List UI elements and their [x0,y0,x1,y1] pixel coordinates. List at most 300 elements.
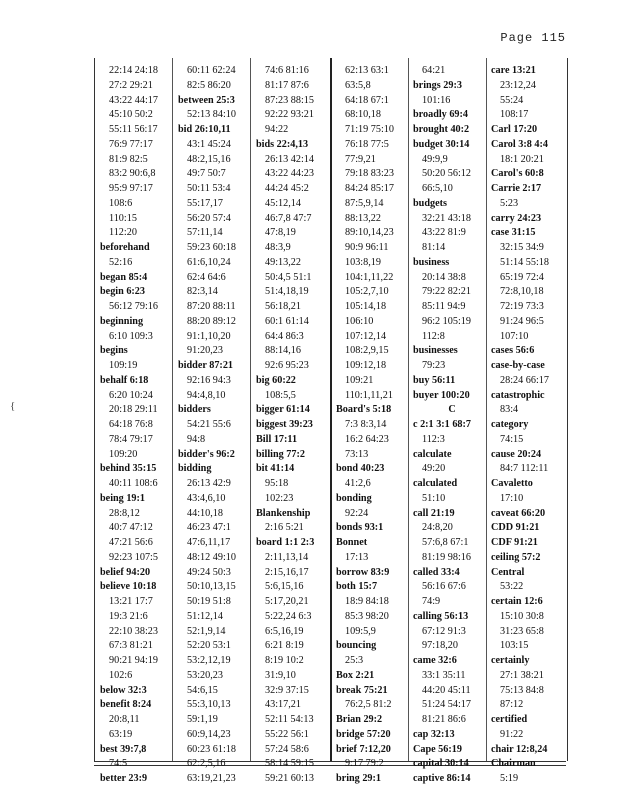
index-entry: bonding [336,492,372,504]
index-entry: Board's 5:18 [336,404,392,416]
index-page-refs: 55:3,10,13 [187,699,231,711]
index-page-refs: 62:4 64:6 [187,271,226,283]
index-page-refs: 9:17 79:2 [345,758,384,770]
index-page-refs: 92:24 [345,507,369,519]
index-entry: CDD 91:21 [491,522,540,534]
index-entry: called 33:4 [413,566,460,578]
index-entry: bidding [178,463,212,475]
index-page-refs: 18:1 20:21 [500,153,544,165]
index-entry: bonds 93:1 [336,522,384,534]
index-page-refs: 63:19 [109,728,133,740]
index-entry: bid 26:10,11 [178,124,231,135]
index-page-refs: 51:14 55:18 [500,256,549,268]
index-page-refs: 112:20 [109,227,137,239]
index-entry: brings 29:3 [413,79,462,91]
index-page-refs: 103:8,19 [345,256,381,268]
index-page-refs: 108:6 [109,197,133,209]
index-entry: certain 12:6 [491,596,543,607]
index-page-refs: 65:19 72:4 [500,271,544,283]
index-entry: Bonnet [336,537,368,548]
index-page-refs: 25:3 [345,655,364,666]
index-page-refs: 109:21 [345,374,374,386]
index-page-refs: 47:8,19 [265,227,296,239]
index-page-refs: 40:7 47:12 [109,522,153,534]
index-entry: c 2:1 3:1 68:7 [413,419,471,430]
index-column-3 [256,64,334,787]
index-page-refs: 31:9,10 [265,669,296,681]
index-page-refs: 50:11 53:4 [187,183,231,194]
index-page-refs: 83:2 90:6,8 [109,168,156,180]
index-entry: calling 56:13 [413,610,469,622]
index-page-refs: 48:12 49:10 [187,551,236,563]
index-page-refs: 81:9 82:5 [109,153,148,165]
index-page-refs: 43:17,21 [265,699,301,711]
index-entry: Carrie 2:17 [491,183,542,194]
index-page-refs: 26:13 42:14 [265,153,314,165]
index-page-refs: 7:3 8:3,14 [345,419,387,430]
index-page-refs: 87:12 [500,699,524,711]
index-page-refs: 17:13 [345,551,369,563]
index-page-refs: 32:9 37:15 [265,684,309,696]
index-entry: below 32:3 [100,684,147,696]
index-entry: calculated [413,478,458,489]
index-page-refs: 51:10 [422,492,446,504]
index-page-refs: 43:4,6,10 [187,492,226,504]
index-page-refs: 92:23 107:5 [109,551,158,563]
index-page-refs: 57:6,8 67:1 [422,537,469,548]
index-page-refs: 63:5,8 [345,79,371,91]
index-entry: better 23:9 [100,773,148,784]
index-entry: Chairman [491,758,536,770]
index-page-refs: 48:2,15,16 [187,153,231,165]
index-entry: buy 56:11 [413,374,456,386]
index-page-refs: 32:15 34:9 [500,242,544,253]
index-page-refs: 87:20 88:11 [187,301,236,312]
index-entry: between 25:3 [178,94,235,106]
index-entry: chair 12:8,24 [491,743,548,755]
index-entry: call 21:19 [413,507,455,519]
index-page-refs: 6:21 8:19 [265,640,304,652]
index-entry: brief 7:12,20 [336,743,391,755]
index-page-refs: 75:13 84:8 [500,684,544,696]
index-page-refs: 51:12,14 [187,610,223,622]
index-entry: ceiling 57:2 [491,551,541,563]
index-page-refs: 24:8,20 [422,522,453,534]
index-page-refs: 101:16 [422,94,451,106]
index-entry: came 32:6 [413,655,457,666]
index-entry: category [491,419,529,430]
index-page-refs: 40:11 108:6 [109,478,158,489]
index-page-refs: 26:13 42:9 [187,478,231,489]
index-page-refs: 44:10,18 [187,507,223,519]
index-page-refs: 31:23 65:8 [500,625,544,637]
index-page-refs: 74:6 81:16 [265,65,309,76]
index-page-refs: 49:7 50:7 [187,168,226,180]
index-page-refs: 5:23 [500,197,519,209]
index-page-refs: 43:22 44:23 [265,168,314,180]
index-page-refs: 23:12,24 [500,79,536,91]
index-page-refs: 54:21 55:6 [187,419,231,430]
index-page-refs: 53:22 [500,581,524,593]
index-page-refs: 59:21 60:13 [265,773,314,784]
index-entry: began 85:4 [100,271,148,283]
index-entry: cases 56:6 [491,345,535,357]
index-page-refs: 64:4 86:3 [265,330,304,342]
index-page-refs: 108:5,5 [265,389,296,401]
index-entry: bit 41:14 [256,463,295,475]
index-entry: business [413,256,450,268]
index-page-refs: 41:2,6 [345,478,371,489]
index-entry: carry 24:23 [491,212,542,224]
index-page-refs: 92:6 95:23 [265,360,309,371]
index-page-refs: 43:22 44:17 [109,94,158,106]
index-page-refs: 74:5 [109,758,128,770]
index-page-refs: 62:13 63:1 [345,65,389,76]
index-page-refs: 52:11 54:13 [265,714,314,725]
index-page-refs: 2:16 5:21 [265,522,304,534]
index-page-refs: 88:14,16 [265,345,301,357]
index-page-refs: 112:8 [422,330,445,342]
index-page-refs: 87:23 88:15 [265,94,314,106]
index-entry: capital 30:14 [413,758,469,770]
index-page-refs: 94:22 [265,124,289,135]
index-page-refs: 51:24 54:17 [422,699,471,711]
index-entry: bidder's 96:2 [178,448,235,460]
index-page-refs: 50:10,13,15 [187,581,236,593]
index-page-refs: 109:5,9 [345,625,376,637]
index-page-refs: 91:24 96:5 [500,315,544,327]
index-page-refs: 76:2,5 81:2 [345,699,392,711]
index-page-refs: 18:9 84:18 [345,596,389,607]
index-entry: catastrophic [491,389,545,401]
index-page-refs: 27:2 29:21 [109,79,153,91]
index-column-2 [178,64,256,787]
index-page-refs: 60:11 62:24 [187,65,236,76]
index-page-refs: 57:11,14 [187,227,223,239]
index-page-refs: 8:19 10:2 [265,655,304,666]
index-entry: both 15:7 [336,581,378,593]
index-page-refs: 97:18,20 [422,640,458,652]
index-page-refs: 15:10 30:8 [500,610,544,622]
index-entry: care 13:21 [491,65,536,76]
index-entry: brought 40:2 [413,124,470,135]
index-page-refs: 6:20 10:24 [109,389,153,401]
index-page-refs: 105:2,7,10 [345,286,389,298]
index-page-refs: 109:20 [109,448,138,460]
index-page-refs: 108:17 [500,109,529,121]
index-page-refs: 49:9,9 [422,153,448,165]
index-entry: billing 77:2 [256,448,305,460]
index-page-refs: 87:5,9,14 [345,197,384,209]
index-page-refs: 60:1 61:14 [265,315,309,327]
index-page-refs: 33:1 35:11 [422,669,466,681]
index-page-refs: 55:22 56:1 [265,728,309,740]
index-page-refs: 88:13,22 [345,212,381,224]
index-entry: behalf 6:18 [100,374,149,386]
index-page-refs: 52:13 84:10 [187,109,236,121]
index-page-refs: 72:19 73:3 [500,301,544,312]
index-page-refs: 67:12 91:3 [422,625,466,637]
index-page-refs: 49:13,22 [265,256,301,268]
index-page-refs: 56:20 57:4 [187,212,231,224]
index-page-refs: 53:2,12,19 [187,655,231,666]
index-entry: begins [100,345,128,357]
index-page-refs: 28:8,12 [109,507,140,519]
index-page-refs: 13:21 17:7 [109,596,153,607]
index-page-refs: 64:18 76:8 [109,419,153,430]
index-entry: begin 6:23 [100,286,145,298]
index-entry: Blankenship [256,507,311,519]
index-page-refs: 5:19 [500,773,519,784]
index-page-refs: 81:14 [422,242,446,253]
index-page-refs: 27:1 38:21 [500,669,544,681]
index-page-refs: 83:4 [500,404,519,416]
index-entry: break 75:21 [336,684,388,696]
index-page-refs: 17:10 [500,492,524,504]
index-page-refs: 50:20 56:12 [422,168,471,180]
index-page-refs: 108:2,9,15 [345,345,389,357]
index-page-refs: 55:17,17 [187,197,223,209]
index-letter-heading: C [448,404,456,416]
index-page-refs: 74:15 [500,433,524,445]
index-entry: beforehand [100,242,150,253]
index-page-refs: 107:10 [500,330,529,342]
index-page-refs: 19:3 21:6 [109,610,148,622]
index-entry: benefit 8:24 [100,699,152,711]
index-page-refs: 94:8 [187,433,206,445]
index-page-refs: 16:2 64:23 [345,433,389,445]
index-entry: Brian 29:2 [336,714,383,725]
index-page-refs: 63:19,21,23 [187,773,236,784]
index-page-refs: 60:9,14,23 [187,728,231,740]
index-column-5 [413,64,491,787]
index-page-refs: 92:16 94:3 [187,374,231,386]
index-entry: belief 94:20 [100,566,151,578]
index-page-refs: 44:24 45:2 [265,183,309,194]
index-page-refs: 84:24 85:17 [345,183,394,194]
index-page-refs: 20:18 29:11 [109,404,158,416]
index-page-refs: 79:23 [422,360,446,371]
index-entry: Box 2:21 [336,669,375,681]
page-number-label: Page 115 [500,31,566,45]
index-entry: behind 35:15 [100,463,157,475]
index-page-refs: 49:20 [422,463,446,475]
index-page-refs: 60:23 61:18 [187,743,236,755]
index-page-refs: 102:6 [109,669,133,681]
index-entry: believe 10:18 [100,581,157,593]
index-page-refs: 55:11 56:17 [109,124,158,135]
index-entry: being 19:1 [100,492,145,504]
index-page-refs: 44:20 45:11 [422,684,471,696]
index-entry: certified [491,714,528,725]
index-page-refs: 76:18 77:5 [345,138,389,150]
index-page-refs: 62:2,5,16 [187,758,226,770]
index-entry: board 1:1 2:3 [256,537,315,548]
index-page-refs: 2:11,13,14 [265,551,309,563]
index-page-refs: 76:9 77:17 [109,138,153,150]
index-entry: case 31:15 [491,227,536,239]
index-page-refs: 47:21 56:6 [109,537,153,548]
index-column-6 [491,64,569,787]
index-entry: bond 40:23 [336,463,385,475]
index-page-refs: 46:7,8 47:7 [265,212,312,224]
index-page-refs: 82:5 86:20 [187,79,231,91]
index-page-refs: 61:6,10,24 [187,256,231,268]
index-column-4 [336,64,414,787]
index-page-refs: 6:10 109:3 [109,330,153,342]
index-page-refs: 43:1 45:24 [187,138,231,150]
index-page-refs: 52:20 53:1 [187,640,231,652]
index-page-refs: 88:20 89:12 [187,315,236,327]
index-page-refs: 59:1,19 [187,714,218,725]
index-page-refs: 71:19 75:10 [345,124,394,135]
index-page-refs: 91:20,23 [187,345,223,357]
index-entry: beginning [100,315,144,327]
index-page-refs: 67:3 81:21 [109,640,153,652]
index-page-refs: 20:14 38:8 [422,271,466,283]
index-page-refs: 50:19 51:8 [187,596,231,607]
index-page-refs: 81:19 98:16 [422,551,471,563]
index-entry: big 60:22 [256,374,296,386]
index-page-refs: 64:18 67:1 [345,94,389,106]
index-entry: biggest 39:23 [256,419,313,430]
index-page-refs: 6:5,16,19 [265,625,304,637]
index-page-refs: 56:12 79:16 [109,301,158,312]
index-page-refs: 64:21 [422,65,446,76]
index-page-refs: 107:12,14 [345,330,387,342]
index-page-refs: 51:4,18,19 [265,286,309,298]
index-page-refs: 85:3 98:20 [345,610,389,622]
index-page-refs: 22:14 24:18 [109,65,158,76]
index-entry: case-by-case [491,360,545,371]
index-page-refs: 110:1,11,21 [345,389,393,401]
index-entry: Cape 56:19 [413,743,462,755]
index-entry: calculate [413,448,452,460]
index-page-refs: 68:10,18 [345,109,381,121]
index-entry: bring 29:1 [336,773,381,784]
index-entry: budget 30:14 [413,138,470,150]
index-page-refs: 77:9,21 [345,153,376,165]
index-page-refs: 59:23 60:18 [187,242,236,253]
margin-bracket-mark: { [10,400,16,412]
index-entry: cap 32:13 [413,728,455,740]
index-entry: bidder 87:21 [178,360,234,371]
index-page-refs: 56:18,21 [265,301,301,312]
index-entry: Bill 17:11 [256,433,298,445]
index-page-refs: 89:10,14,23 [345,227,394,239]
index-entry: Carl 17:20 [491,124,538,135]
index-entry: borrow 83:9 [336,566,390,578]
index-page-refs: 66:5,10 [422,183,453,194]
index-page-refs: 54:6,15 [187,684,218,696]
index-page-refs: 28:24 66:17 [500,374,549,386]
index-page-refs: 79:18 83:23 [345,168,394,180]
index-entry: bigger 61:14 [256,404,310,416]
index-page-refs: 84:7 112:11 [500,463,549,475]
index-page-refs: 5:6,15,16 [265,581,304,593]
index-entry: Carol's 60:8 [491,168,544,180]
index-page-refs: 110:15 [109,212,137,224]
index-page-refs: 57:24 58:6 [265,743,309,755]
index-page-refs: 94:4,8,10 [187,389,226,401]
index-entry: Cavaletto [491,478,533,489]
index-page-refs: 56:16 67:6 [422,581,466,593]
index-page-refs: 82:3,14 [187,286,218,298]
index-entry: cause 20:24 [491,448,542,460]
index-entry: bouncing [336,640,377,652]
index-page-refs: 58:14 59:15 [265,758,314,770]
index-page-refs: 73:13 [345,448,369,460]
index-page-refs: 91:22 [500,728,524,740]
index-page-refs: 79:22 82:21 [422,286,471,298]
index-page-refs: 95:9 97:17 [109,183,153,194]
index-entry: businesses [413,345,458,357]
index-entry: Central [491,566,525,578]
index-page-refs: 49:24 50:3 [187,566,231,578]
index-page-refs: 95:18 [265,478,289,489]
index-page-refs: 102:23 [265,492,294,504]
index-page-refs: 20:8,11 [109,714,140,725]
index-entry: CDF 91:21 [491,537,538,548]
index-entry: Carol 3:8 4:4 [491,138,548,150]
index-page-refs: 55:24 [500,94,524,106]
index-entry: broadly 69:4 [413,109,469,121]
index-page-refs: 43:22 81:9 [422,227,466,239]
index-page-refs: 78:4 79:17 [109,433,153,445]
index-page-refs: 50:4,5 51:1 [265,271,312,283]
index-entry: certainly [491,655,530,666]
index-page-refs: 72:8,10,18 [500,286,544,298]
index-page-refs: 109:12,18 [345,360,387,371]
index-page-refs: 109:19 [109,360,138,371]
index-page-refs: 32:21 43:18 [422,212,471,224]
index-page-refs: 81:17 87:6 [265,79,309,91]
index-page-refs: 45:12,14 [265,197,301,209]
index-page-refs: 5:22,24 6:3 [265,610,312,622]
index-page-refs: 92:22 93:21 [265,109,314,121]
index-page-refs: 47:6,11,17 [187,537,231,548]
index-page-refs: 90:21 94:19 [109,655,158,666]
index-page-refs: 91:1,10,20 [187,330,231,342]
index-page-refs: 112:3 [422,433,445,445]
index-page-refs: 46:23 47:1 [187,522,231,534]
index-entry: caveat 66:20 [491,507,546,519]
index-page-refs: 90:9 96:11 [345,242,389,253]
index-entry: buyer 100:20 [413,389,470,401]
index-page-refs: 74:9 [422,596,441,607]
index-page-refs: 81:21 86:6 [422,714,466,725]
index-entry: bidders [178,404,211,416]
index-page-refs: 52:1,9,14 [187,625,226,637]
index-page-refs: 2:15,16,17 [265,566,309,578]
index-page-refs: 96:2 105:19 [422,315,471,327]
index-entry: budgets [413,197,447,209]
index-entry: captive 86:14 [413,773,471,784]
index-entry: bids 22:4,13 [256,138,309,150]
index-page-refs: 103:15 [500,640,529,652]
index-page-refs: 48:3,9 [265,242,291,253]
index-page-refs: 104:1,11,22 [345,271,394,283]
index-column-1 [100,64,178,787]
index-page-refs: 106:10 [345,315,374,327]
index-page-refs: 53:20,23 [187,669,223,681]
index-entry: bridge 57:20 [336,728,391,740]
index-page-refs: 52:16 [109,256,133,268]
index-page-refs: 45:10 50:2 [109,109,153,121]
index-page-refs: 22:10 38:23 [109,625,158,637]
index-page-refs: 5:17,20,21 [265,596,309,607]
index-entry: best 39:7,8 [100,743,147,755]
